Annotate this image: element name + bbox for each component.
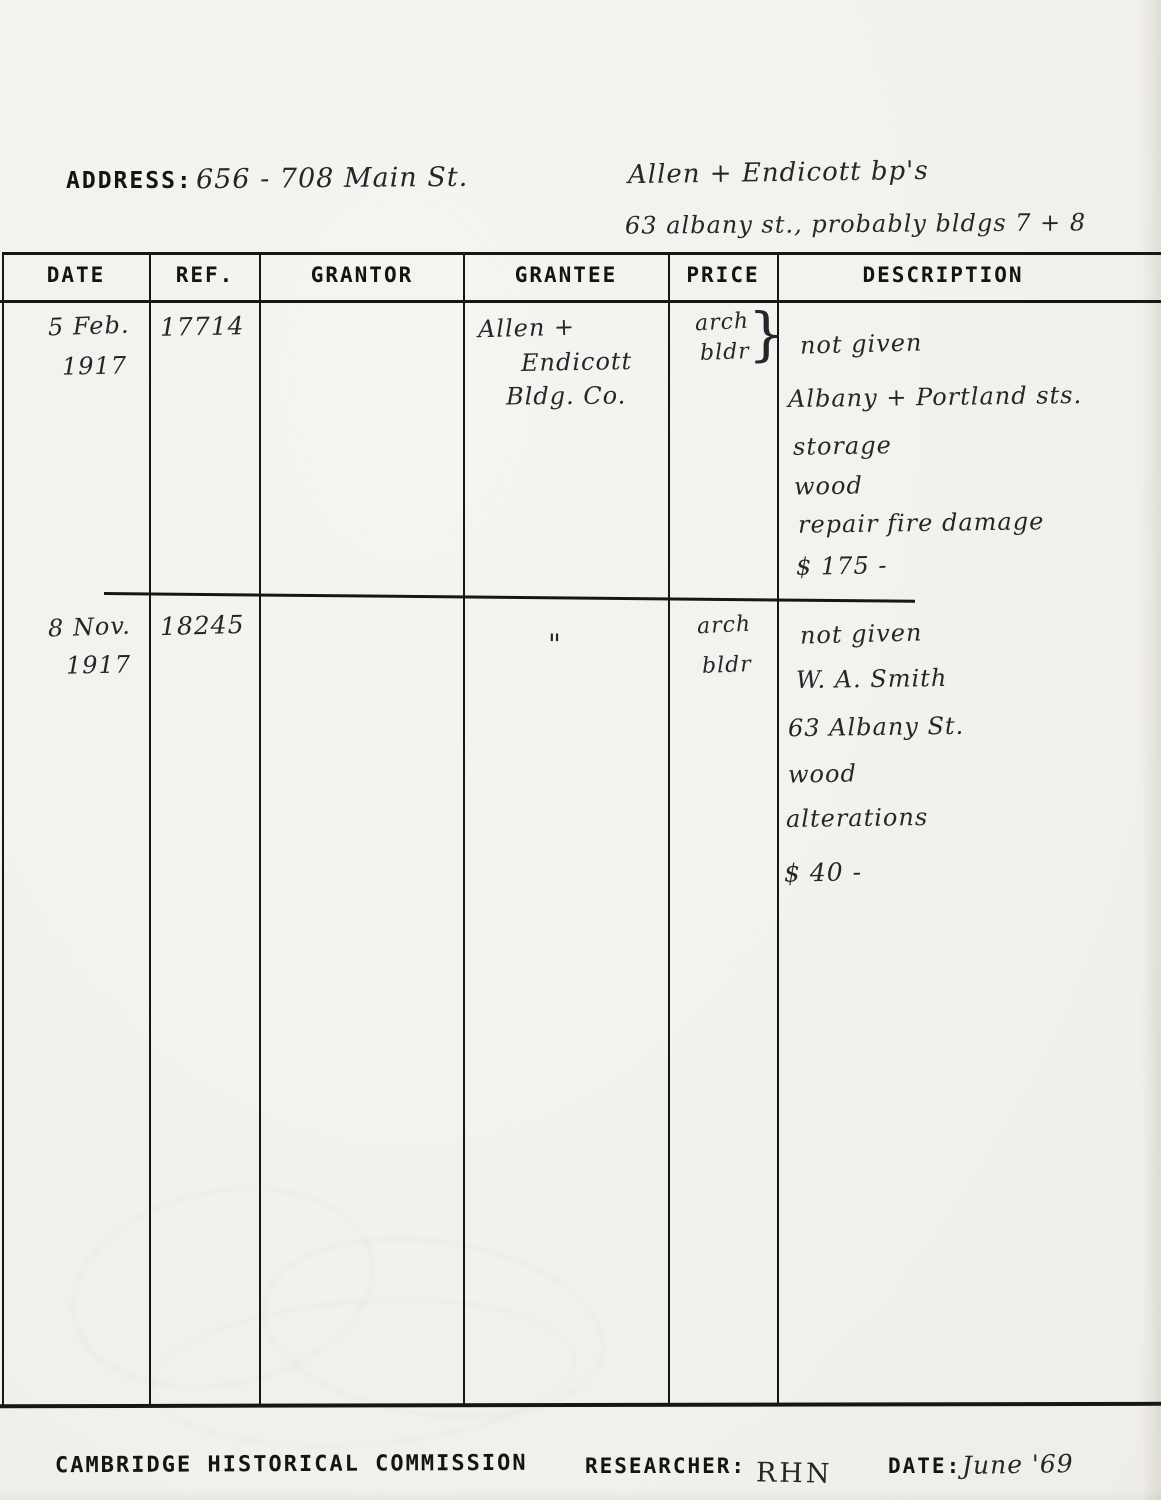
row2-description-line3: 63 Albany St.	[787, 711, 965, 743]
row2-description-line4: wood	[787, 759, 858, 789]
address-label: ADDRESS:	[66, 168, 193, 194]
column-header-ref: REF.	[175, 263, 235, 287]
researcher-label: RESEARCHER:	[585, 1454, 747, 1478]
row1-description-line1: not given	[799, 328, 923, 360]
row1-description-line4: wood	[793, 471, 864, 501]
row2-date-line2: 1917	[65, 650, 132, 680]
page-bottom-shadow	[0, 1490, 1161, 1500]
row1-price-line2: bldr	[699, 339, 751, 366]
row2-description-line5: alterations	[785, 803, 929, 833]
row2-price-line1: arch	[696, 611, 752, 640]
row1-description-line3: storage	[792, 431, 893, 461]
row2-ref: 18245	[159, 609, 245, 642]
page-edge-shadow	[1141, 0, 1161, 1500]
column-header-price: PRICE	[686, 263, 760, 287]
column-divider-grantee-price	[668, 252, 670, 1405]
column-divider-ref-grantor	[259, 252, 261, 1405]
permit-note-line1: Allen + Endicott bp's	[627, 155, 929, 191]
footer-date-value: June '69	[961, 1449, 1074, 1480]
row-divider-line	[104, 592, 915, 603]
row2-grantee-ditto-mark: "	[548, 628, 562, 661]
scan-bleed-artifact	[145, 1285, 580, 1460]
row1-description-line6: $ 175 -	[795, 551, 888, 581]
row1-description-line2: Albany + Portland sts.	[787, 380, 1083, 414]
row2-date-line1: 8 Nov.	[47, 611, 132, 643]
researcher-value: RHN	[755, 1457, 833, 1490]
row1-grantee-line2: Endicott	[520, 347, 633, 377]
row2-description-line1: not given	[799, 618, 923, 650]
row1-description-line5: repair fire damage	[797, 507, 1045, 539]
column-header-grantee: GRANTEE	[514, 263, 618, 287]
column-header-grantor: GRANTOR	[310, 263, 414, 287]
table-border-top	[2, 252, 1161, 255]
table-header-rule	[0, 300, 1161, 303]
column-divider-grantor-grantee	[463, 252, 465, 1405]
address-value: 656 - 708 Main St.	[195, 161, 469, 196]
footer-date-label: DATE:	[888, 1454, 962, 1478]
permit-note-line2: 63 albany st., probably bldgs 7 + 8	[624, 208, 1087, 240]
column-divider-price-description	[777, 252, 779, 1405]
scan-bleed-artifact	[53, 1160, 393, 1415]
table-border-bottom	[0, 1402, 1161, 1408]
row1-grantee-line1: Allen +	[477, 312, 576, 344]
organization-name: CAMBRIDGE HISTORICAL COMMISSION	[54, 1450, 528, 1479]
row2-description-line6: $ 40 -	[783, 857, 863, 888]
row2-price-line2: bldr	[701, 652, 753, 679]
row2-description-line2: W. A. Smith	[795, 663, 948, 695]
column-header-description: DESCRIPTION	[862, 263, 1024, 287]
row1-price-brace: }	[748, 300, 786, 368]
row1-price-line1: arch	[694, 308, 750, 337]
row1-date-line2: 1917	[61, 351, 128, 381]
row1-date-line1: 5 Feb.	[47, 310, 130, 342]
row1-grantee-line3: Bldg. Co.	[505, 381, 627, 411]
row1-ref: 17714	[159, 311, 245, 342]
table-border-left	[2, 252, 4, 1405]
column-divider-date-ref	[149, 252, 151, 1405]
column-header-date: DATE	[46, 263, 106, 287]
